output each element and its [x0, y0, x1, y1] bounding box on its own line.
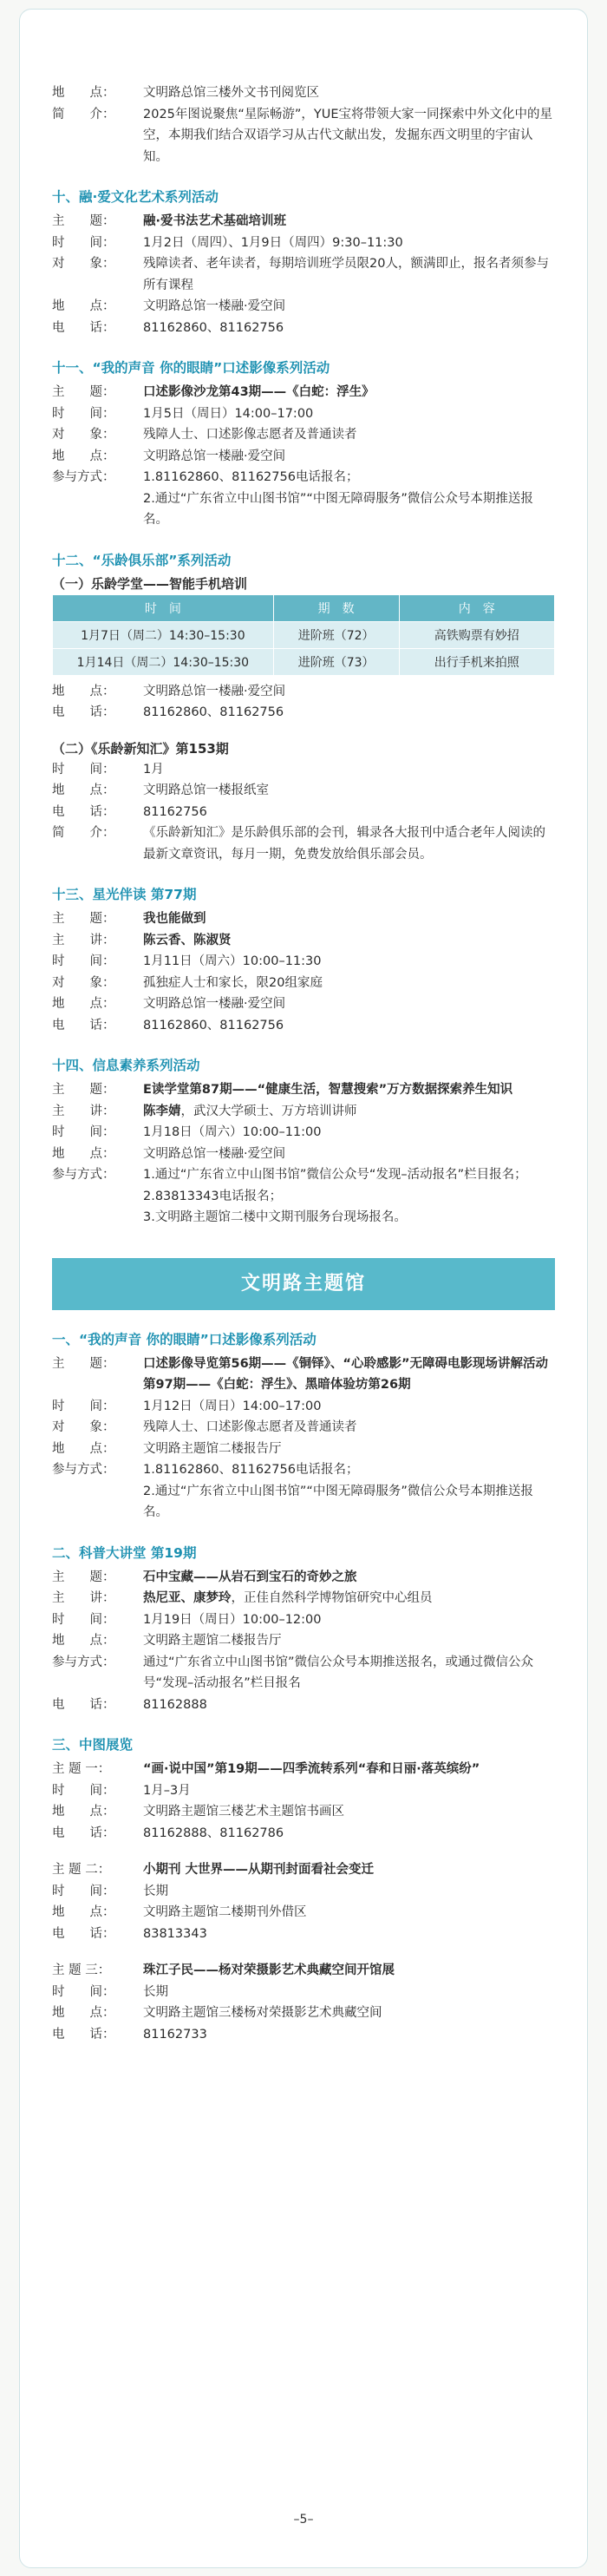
field-value: 1月18日（周六）10:00–11:00	[143, 1125, 322, 1139]
table-row	[53, 621, 555, 648]
table-cell: 进阶班（72）	[273, 621, 399, 648]
info-row	[52, 211, 555, 233]
field-label: 地 点：	[52, 86, 115, 100]
info-row	[52, 823, 555, 865]
field-label: 简 介：	[52, 107, 115, 121]
field-label: 主 题：	[52, 1356, 115, 1371]
field-label: 电 话：	[52, 1697, 115, 1712]
field-label: 电 话：	[52, 320, 115, 335]
table-cell: 出行手机来拍照	[399, 648, 555, 675]
field-label: 简 介：	[52, 826, 115, 840]
table-header-row	[53, 594, 555, 621]
info-row	[52, 403, 555, 425]
schedule-table	[52, 594, 555, 676]
field-label: 对 象：	[52, 1420, 115, 1434]
field-label: 地 点：	[52, 1146, 115, 1161]
field-value: 2.83813343电话报名；	[143, 1189, 283, 1203]
field-value	[143, 1101, 555, 1123]
info-row	[52, 1101, 555, 1123]
table-row	[53, 648, 555, 675]
field-label: 电 话：	[52, 1825, 115, 1840]
field-label: 时 间：	[52, 1125, 115, 1139]
field-value: 83813343	[143, 1926, 207, 1941]
field-label	[52, 1186, 143, 1208]
field-label: 地 点：	[52, 997, 115, 1011]
field-label: 主 讲：	[52, 1104, 115, 1118]
field-value: 文明路总馆一楼融·爱空间	[143, 1146, 286, 1161]
info-row	[52, 1881, 555, 1903]
field-label: 时 间：	[52, 954, 115, 968]
info-row	[52, 1186, 555, 1208]
info-row	[52, 1859, 555, 1881]
section-title: 三、中图展览	[52, 1737, 134, 1753]
info-row	[52, 1694, 555, 1716]
section-rows	[52, 1859, 555, 1944]
info-row	[52, 1207, 555, 1229]
field-value: 文明路总馆一楼融·爱空间	[143, 684, 286, 698]
field-label	[52, 1481, 143, 1524]
field-label: 参与方式：	[52, 470, 115, 484]
table-header: 期 数	[273, 594, 399, 621]
subsection-title: （一）乐龄学堂——智能手机培训	[52, 575, 248, 592]
field-value: 81162756	[143, 804, 207, 819]
info-row	[52, 1759, 555, 1780]
field-value: 孤独症人士和家长，限20组家庭	[143, 975, 323, 990]
field-value	[143, 1588, 555, 1609]
section-rows	[52, 681, 555, 724]
info-row	[52, 382, 555, 403]
field-value: 通过“广东省立中山图书馆”微信公众号本期推送报名，或通过微信公众号“发现–活动报名”栏目报名	[143, 1655, 534, 1690]
field-value: 长期	[143, 1884, 168, 1898]
info-row	[52, 993, 555, 1015]
section-rows	[52, 211, 555, 338]
field-label: 时 间：	[52, 1399, 115, 1413]
field-value: 1月5日（周日）14:00–17:00	[143, 406, 314, 421]
field-value: E读学堂第87期——“健康生活，智慧搜索”万方数据探索养生知识	[143, 1083, 513, 1097]
field-value: 2.通过“广东省立中山图书馆”“中图无障碍服务”微信公众号本期推送报名。	[143, 491, 533, 527]
field-label: 电 话：	[52, 804, 115, 819]
field-value: 81162860、81162756	[143, 705, 284, 719]
info-row	[52, 1588, 555, 1609]
field-value: 珠江子民——杨对荣摄影艺术典藏空间开馆展	[143, 1963, 395, 1977]
info-row	[52, 1823, 555, 1845]
field-value: 我也能做到	[143, 912, 206, 926]
info-row	[52, 1630, 555, 1652]
info-row	[52, 233, 555, 254]
info-row	[52, 1481, 555, 1524]
field-value: 小期刊 大世界——从期刊封面看社会变迁	[143, 1863, 375, 1877]
field-value: 81162888、81162786	[143, 1825, 284, 1840]
field-label: 主 题 三：	[52, 1963, 111, 1977]
field-label: 时 间：	[52, 762, 115, 777]
info-row	[52, 1567, 555, 1589]
info-row	[52, 1924, 555, 1945]
field-value: 《乐龄新知汇》是乐龄俱乐部的会刊，辑录各大报刊中适合老年人阅读的最新文章资讯，每月一期，免费发放给俱乐部会员。	[143, 826, 545, 862]
info-row	[52, 1122, 555, 1144]
field-label: 时 间：	[52, 1984, 115, 1999]
field-label: 主 题 二：	[52, 1863, 111, 1877]
field-value: 1月2日（周四）、1月9日（周四）9:30–11:30	[143, 235, 403, 250]
field-value: 2.通过“广东省立中山图书馆”“中图无障碍服务”微信公众号本期推送报名。	[143, 1484, 533, 1519]
field-label: 电 话：	[52, 705, 115, 719]
field-label	[52, 488, 143, 531]
info-row	[52, 1982, 555, 2003]
field-value: 残障人士、口述影像志愿者及普通读者	[143, 1420, 357, 1434]
field-value: 文明路总馆一楼融·爱空间	[143, 449, 286, 463]
info-row	[52, 1164, 555, 1186]
section-title: 十三、星光伴读 第77期	[52, 887, 197, 902]
info-row	[52, 973, 555, 994]
info-row	[52, 1354, 555, 1396]
field-value: 陈云香、陈淑贤	[143, 933, 232, 947]
info-row	[52, 1144, 555, 1165]
venue-banner: 文明路主题馆	[52, 1258, 555, 1310]
field-label: 时 间：	[52, 1783, 115, 1798]
info-row	[52, 1459, 555, 1481]
info-row	[52, 702, 555, 724]
section-rows	[52, 908, 555, 1036]
info-row	[52, 253, 555, 296]
field-label: 参与方式：	[52, 1463, 115, 1477]
field-value: 1.通过“广东省立中山图书馆”微信公众号“发现–活动报名”栏目报名；	[143, 1168, 527, 1182]
field-label: 时 间：	[52, 1612, 115, 1627]
field-label: 地 点：	[52, 1905, 115, 1919]
info-row	[52, 759, 555, 781]
field-label: 地 点：	[52, 1634, 115, 1648]
field-value: 口述影像沙龙第43期——《白蛇：浮生》	[143, 385, 375, 399]
field-value: 1月11日（周六）10:00–11:30	[143, 954, 322, 968]
field-value: 1.81162860、81162756电话报名；	[143, 470, 359, 484]
table-cell: 进阶班（73）	[273, 648, 399, 675]
field-value: “画·说中国”第19期——四季流转系列“春和日丽·落英缤纷”	[143, 1762, 480, 1776]
subsection-title: （二）《乐龄新知汇》第153期	[52, 740, 229, 757]
field-value: 残障人士、口述影像志愿者及普通读者	[143, 428, 357, 442]
speaker-detail: ，正佳自然科学博物馆研究中心组员	[231, 1591, 433, 1605]
field-label: 地 点：	[52, 1441, 115, 1456]
info-row	[52, 1652, 555, 1694]
field-value: 文明路总馆一楼融·爱空间	[143, 299, 286, 313]
speaker-name: 陈李婧	[143, 1104, 181, 1118]
info-row	[52, 951, 555, 973]
section-title: 十一、“我的声音 你的眼睛”口述影像系列活动	[52, 360, 330, 376]
field-label: 地 点：	[52, 299, 115, 313]
section-rows	[52, 382, 555, 531]
table-header: 时 间	[53, 594, 274, 621]
info-row	[52, 2024, 555, 2046]
field-label: 对 象：	[52, 428, 115, 442]
field-value: 1月–3月	[143, 1783, 191, 1798]
field-label: 主 题 一：	[52, 1762, 111, 1776]
field-value: 口述影像导览第56期——《铜铎》、“心聆感影”无障碍电影现场讲解活动第97期——《白蛇：浮生》、黑暗体验坊第26期	[143, 1356, 548, 1392]
section-rows	[52, 1960, 555, 2045]
speaker-detail: ，武汉大学硕士、万方培训讲师	[180, 1104, 357, 1118]
page-content	[52, 82, 555, 2045]
info-row	[52, 318, 555, 339]
field-value: 文明路主题馆二楼期刊外借区	[143, 1905, 307, 1919]
field-label: 地 点：	[52, 783, 115, 797]
info-row	[52, 1780, 555, 1802]
field-label: 主 题：	[52, 385, 115, 399]
field-label: 时 间：	[52, 1884, 115, 1898]
info-row	[52, 1396, 555, 1418]
info-row	[52, 780, 555, 802]
field-label: 电 话：	[52, 2027, 115, 2042]
info-row	[52, 1417, 555, 1439]
section-title: 一、“我的声音 你的眼睛”口述影像系列活动	[52, 1331, 317, 1347]
section-rows	[52, 1354, 555, 1524]
section-rows	[52, 1567, 555, 1716]
field-label: 主 题：	[52, 214, 115, 228]
field-value: 石中宝藏——从岩石到宝石的奇妙之旅	[143, 1570, 357, 1584]
info-row	[52, 1609, 555, 1631]
section-title: 二、科普大讲堂 第19期	[52, 1544, 197, 1561]
field-label: 地 点：	[52, 1805, 115, 1819]
field-value: 1月	[143, 762, 164, 777]
field-label: 地 点：	[52, 684, 115, 698]
field-label: 电 话：	[52, 1018, 115, 1032]
field-value: 3.文明路主题馆二楼中文期刊服务台现场报名。	[143, 1210, 407, 1224]
field-label: 地 点：	[52, 449, 115, 463]
info-row	[52, 2002, 555, 2024]
info-row	[52, 1439, 555, 1460]
field-value: 文明路总馆三楼外文书刊阅览区	[143, 86, 319, 100]
info-row	[52, 488, 555, 531]
info-row	[52, 467, 555, 488]
field-label	[52, 1207, 143, 1229]
field-label: 时 间：	[52, 406, 115, 421]
field-label: 主 讲：	[52, 933, 115, 947]
info-row	[52, 1079, 555, 1101]
field-label: 主 题：	[52, 1570, 115, 1584]
field-value: 2025年图说聚焦“星际畅游”，YUE宝将带领大家一同探索中外文化中的星空，本期我们结合双语学习从古代文献出发，发掘东西文明里的宇宙认知。	[143, 107, 553, 164]
section-rows	[52, 759, 555, 866]
section-title: 十二、“乐龄俱乐部”系列活动	[52, 552, 232, 568]
field-value: 文明路总馆一楼报纸室	[143, 783, 269, 797]
table-cell: 1月7日（周二）14:30–15:30	[53, 621, 274, 648]
info-row	[52, 104, 555, 168]
field-label: 参与方式：	[52, 1655, 115, 1669]
field-value: 1月19日（周日）10:00–12:00	[143, 1612, 322, 1627]
field-value: 残障读者、老年读者，每期培训班学员限20人，额满即止，报名者须参与所有课程	[143, 257, 549, 292]
section-rows	[52, 1759, 555, 1844]
field-value: 长期	[143, 1984, 168, 1999]
field-value: 81162860、81162756	[143, 320, 284, 335]
field-label: 主 题：	[52, 912, 115, 926]
info-row	[52, 802, 555, 823]
field-value: 1月12日（周日）14:00–17:00	[143, 1399, 322, 1413]
field-value: 81162733	[143, 2027, 207, 2042]
field-value: 1.81162860、81162756电话报名；	[143, 1463, 359, 1477]
info-row	[52, 296, 555, 318]
field-value: 融·爱书法艺术基础培训班	[143, 214, 287, 228]
field-label: 时 间：	[52, 235, 115, 250]
info-row	[52, 681, 555, 703]
info-row	[52, 424, 555, 446]
info-row	[52, 446, 555, 468]
field-value: 81162860、81162756	[143, 1018, 284, 1032]
field-value: 文明路总馆一楼融·爱空间	[143, 997, 286, 1011]
field-label: 主 讲：	[52, 1591, 115, 1605]
field-value: 文明路主题馆三楼艺术主题馆书画区	[143, 1805, 344, 1819]
table-header: 内 容	[399, 594, 555, 621]
info-row	[52, 82, 555, 104]
field-label: 对 象：	[52, 975, 115, 990]
field-value: 文明路主题馆二楼报告厅	[143, 1441, 282, 1456]
field-label: 地 点：	[52, 2006, 115, 2020]
field-label: 参与方式：	[52, 1168, 115, 1182]
page-number: –5–	[293, 2513, 314, 2527]
field-label: 电 话：	[52, 1926, 115, 1941]
field-value: 文明路主题馆三楼杨对荣摄影艺术典藏空间	[143, 2006, 382, 2020]
field-value: 81162888	[143, 1697, 207, 1712]
info-row	[52, 1801, 555, 1823]
table-cell: 1月14日（周二）14:30–15:30	[53, 648, 274, 675]
section-rows	[52, 1079, 555, 1229]
field-label: 主 题：	[52, 1083, 115, 1097]
section-title: 十四、信息素养系列活动	[52, 1058, 200, 1073]
info-row	[52, 1960, 555, 1982]
info-row	[52, 1902, 555, 1924]
section-title: 十、融·爱文化艺术系列活动	[52, 189, 219, 205]
table-cell: 高铁购票有妙招	[399, 621, 555, 648]
field-value: 文明路主题馆二楼报告厅	[143, 1634, 282, 1648]
field-label: 对 象：	[52, 257, 115, 271]
speaker-name: 热尼亚、康梦玲	[143, 1591, 232, 1605]
info-row	[52, 1015, 555, 1037]
info-row	[52, 930, 555, 952]
info-row	[52, 908, 555, 930]
